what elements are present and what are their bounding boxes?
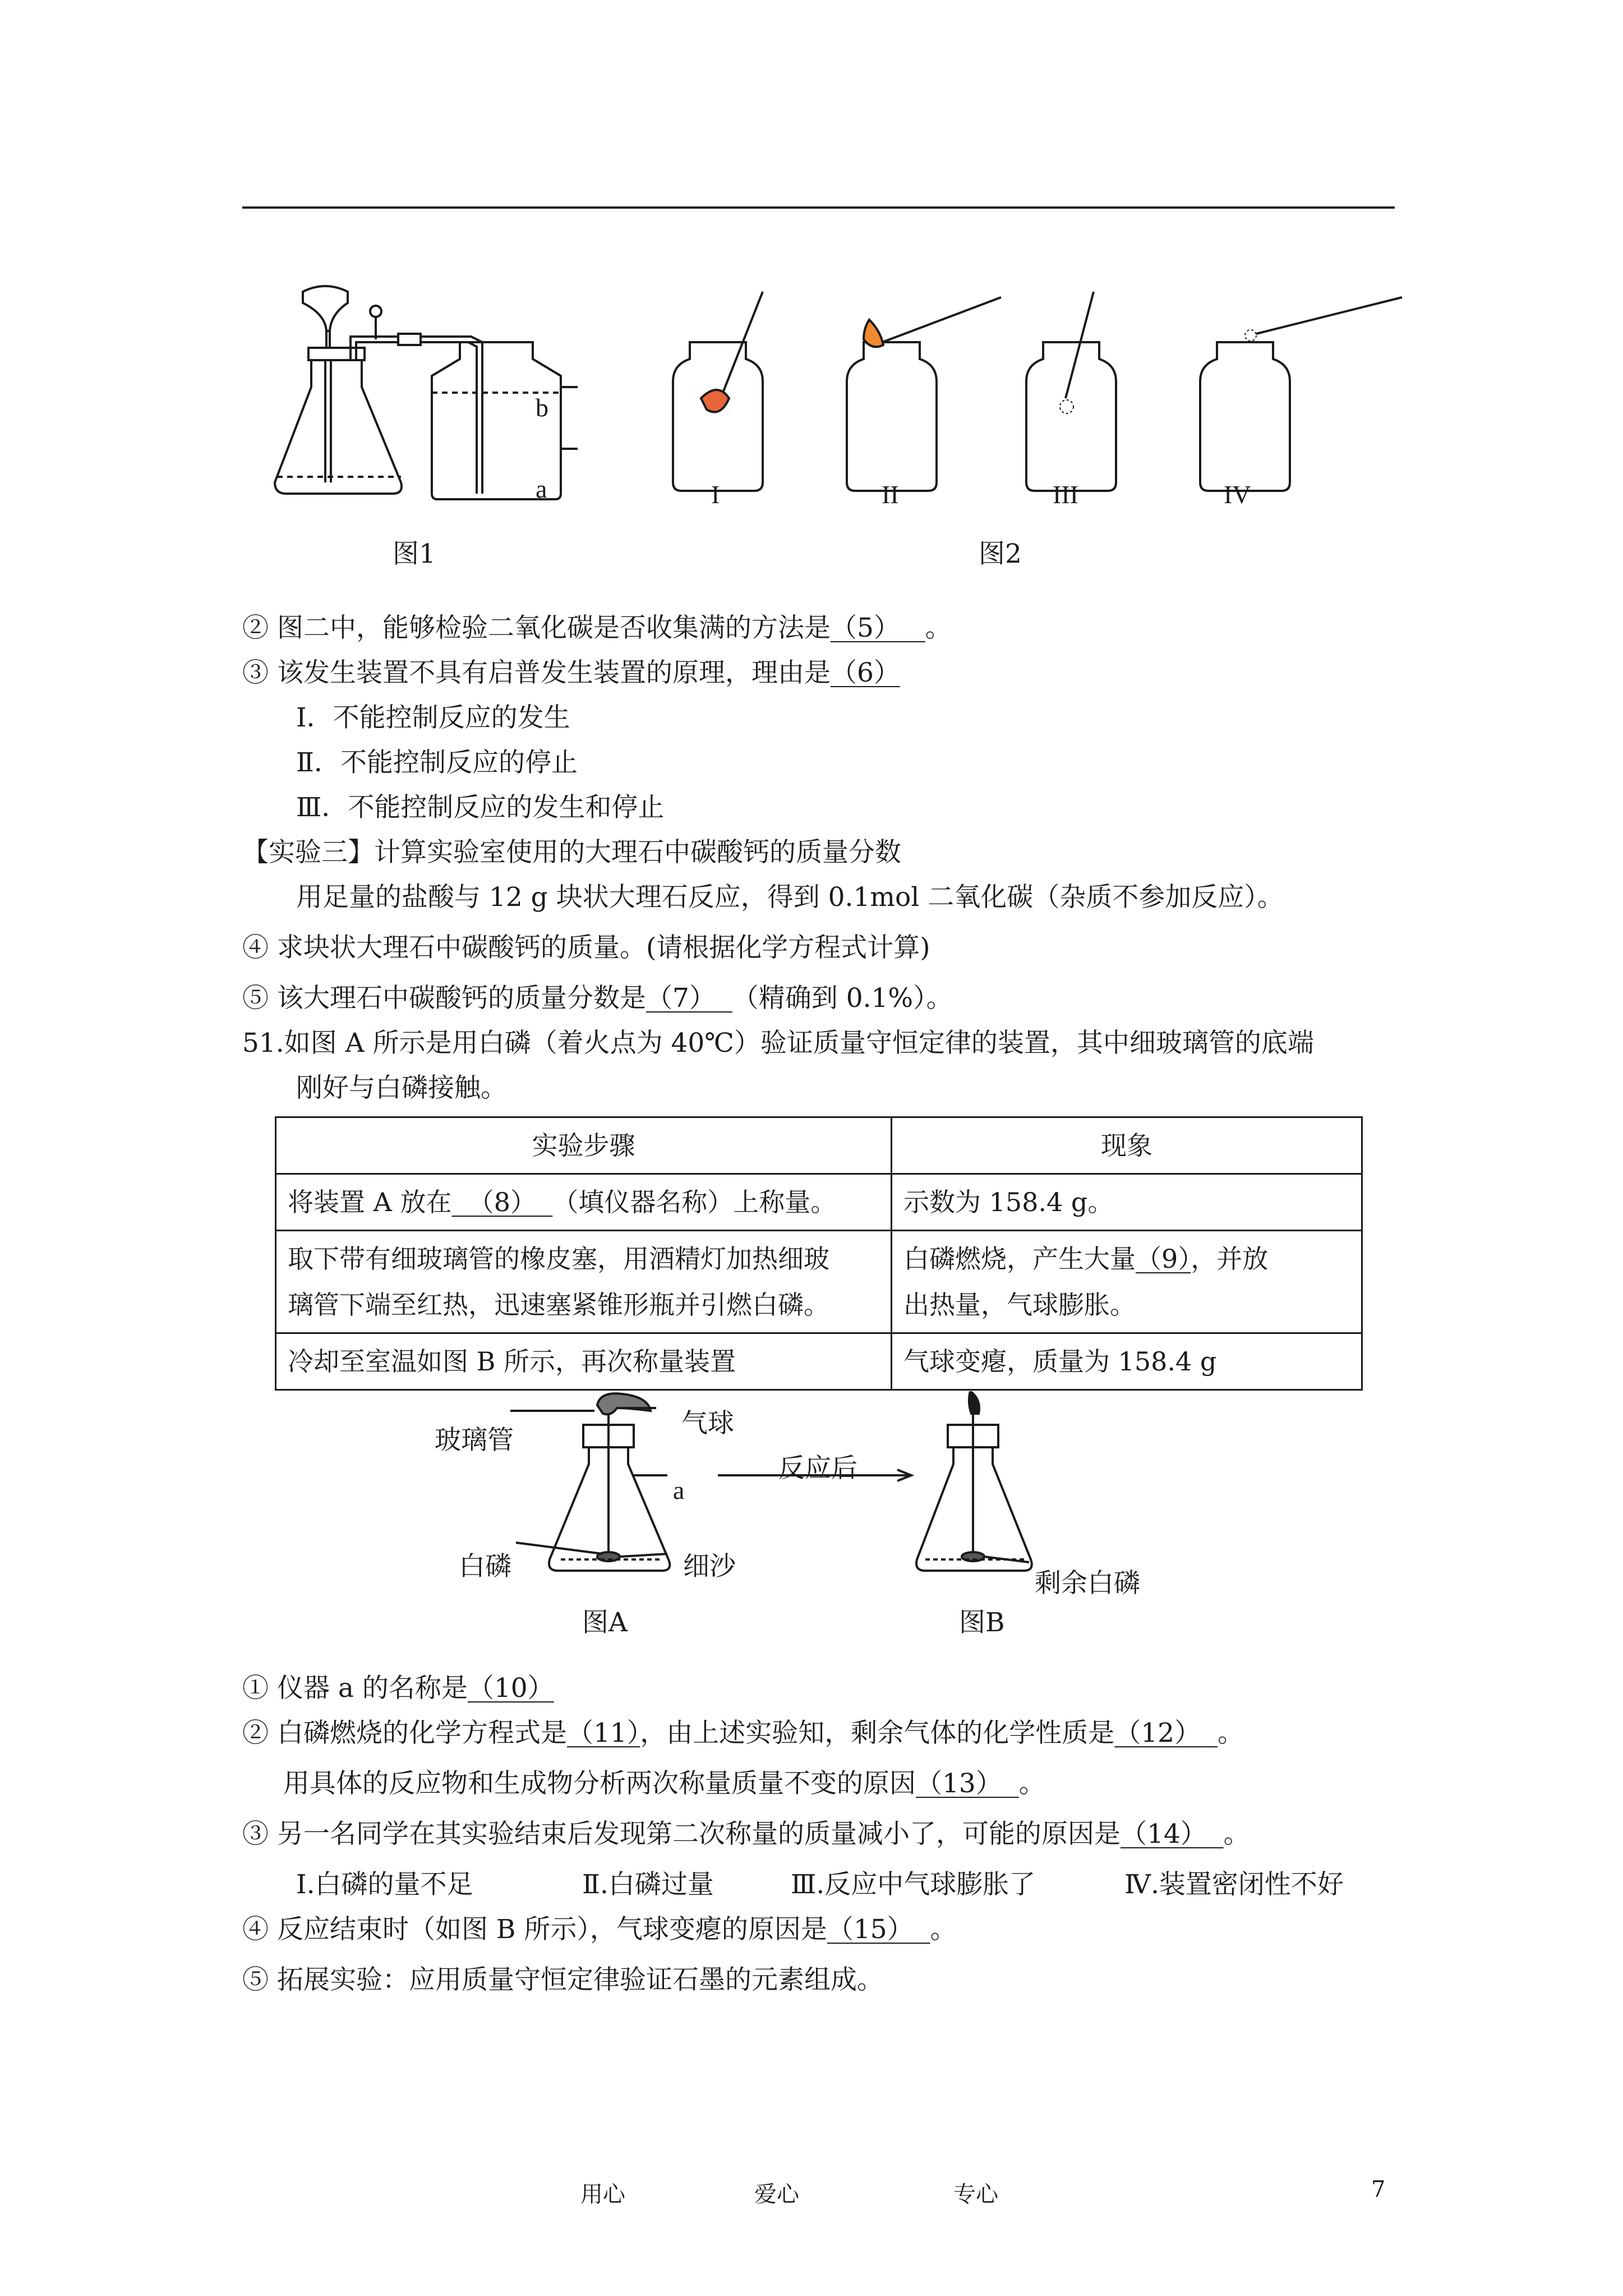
blank-13: （13）: [916, 1768, 1002, 1799]
table-row: [276, 1174, 1362, 1231]
figA-sand-label: 细沙: [683, 1551, 736, 1582]
table-cell-observation: 示数为 158.4 g。: [892, 1174, 1362, 1231]
qb-3: ③ 另一名同学在其实验结束后发现第二次称量的质量减小了，可能的原因是（14） 。: [242, 1819, 1250, 1849]
blank-6: （6）: [830, 657, 900, 688]
experiment-table: [275, 1116, 1363, 1391]
qb-2b: 用具体的反应物和生成物分析两次称量质量不变的原因（13） 。: [283, 1768, 1045, 1799]
figA-balloon-label: 气球: [681, 1408, 734, 1439]
figA-white-p-label: 白磷: [459, 1551, 511, 1582]
figA-a-label: a: [673, 1476, 685, 1504]
table-cell-step: 取下带有细玻璃管的橡皮塞，用酒精灯加热细玻 璃管下端至红热，迅速塞紧锥形瓶并引燃白磷。: [276, 1231, 892, 1333]
blank-15: （15）: [827, 1914, 914, 1945]
blank-5: （5）: [830, 613, 900, 643]
fig2-label-2: II: [882, 480, 899, 509]
exp3-q4: ④ 求块状大理石中碳酸钙的质量。(请根据化学方程式计算): [242, 932, 930, 963]
option-6-3: Ⅲ．不能控制反应的发生和停止: [296, 792, 665, 823]
question-2-line: ② 图二中，能够检验二氧化碳是否收集满的方法是（5） 。: [242, 613, 952, 643]
table-header-row: [276, 1117, 1362, 1174]
blank-8: （8）: [468, 1187, 536, 1217]
figB-caption: 图B: [959, 1607, 1005, 1638]
fig2-label-1: I: [711, 480, 720, 509]
footer-item-2: 爱心: [754, 2182, 799, 2207]
blank-12: （12）: [1114, 1718, 1201, 1749]
figA-after-label: 反应后: [778, 1453, 857, 1484]
fig2-caption: 图2: [979, 539, 1022, 569]
table-cell-step: 冷却至室温如图 B 所示，再次称量装置: [276, 1333, 892, 1390]
header-rule: [242, 206, 1395, 209]
table-header-observation: 现象: [892, 1117, 1362, 1174]
table-cell-observation: 白磷燃烧，产生大量（9），并放 出热量，气球膨胀。: [892, 1231, 1362, 1333]
q51-line1: 51.如图 A 所示是用白磷（着火点为 40℃）验证质量守恒定律的装置，其中细玻璃管的底端: [242, 1028, 1314, 1059]
fig1-label-a: a: [536, 475, 547, 503]
fig1-label-b: b: [536, 393, 548, 422]
figA-glass-tube-label: 玻璃管: [435, 1425, 514, 1456]
exp3-title: 【实验三】计算实验室使用的大理石中碳酸钙的质量分数: [242, 837, 901, 868]
figure-ab-apparatus: [426, 1391, 1099, 1616]
q51-line2: 刚好与白磷接触。: [296, 1073, 507, 1103]
qb-5: ⑤ 拓展实验：应用质量守恒定律验证石墨的元素组成。: [242, 1964, 883, 1995]
qb-3-option-2: Ⅱ.白磷过量: [582, 1869, 714, 1900]
exp3-desc: 用足量的盐酸与 12 g 块状大理石反应，得到 0.1mol 二氧化碳（杂质不参加反应）。: [296, 882, 1284, 913]
figA-caption: 图A: [582, 1607, 628, 1638]
footer-item-1: 用心: [580, 2182, 625, 2207]
blank-9: （9）: [1136, 1244, 1191, 1274]
question-3-line: ③ 该发生装置不具有启普发生装置的原理，理由是（6）: [242, 657, 900, 688]
qb-4: ④ 反应结束时（如图 B 所示），气球变瘪的原因是（15） 。: [242, 1914, 957, 1945]
table-cell-observation: 气球变瘪，质量为 158.4 g: [892, 1333, 1362, 1390]
page-number: 7: [1371, 2177, 1386, 2202]
qb-2: ② 白磷燃烧的化学方程式是（11），由上述实验知，剩余气体的化学性质是（12） 。: [242, 1718, 1244, 1749]
figure-1-apparatus: [264, 280, 578, 505]
fig2-label-3: III: [1053, 480, 1078, 509]
qb-3-option-3: Ⅲ.反应中气球膨胀了: [791, 1869, 1036, 1900]
figB-remaining-p-label: 剩余白磷: [1035, 1568, 1140, 1599]
blank-10: （10）: [467, 1673, 554, 1704]
table-cell-step: 将装置 A 放在 （8） （填仪器名称）上称量。: [276, 1174, 892, 1231]
figure-2-jars: [667, 286, 1419, 499]
blank-11: （11）: [566, 1718, 640, 1749]
blank-7: （7）: [645, 983, 716, 1014]
option-6-1: Ⅰ．不能控制反应的发生: [296, 702, 570, 733]
qb-3-option-4: Ⅳ.装置密闭性不好: [1124, 1869, 1344, 1900]
table-row: [276, 1231, 1362, 1333]
footer-item-3: 专心: [953, 2182, 998, 2207]
option-6-2: Ⅱ．不能控制反应的停止: [296, 747, 578, 778]
fig2-label-4: IV: [1224, 480, 1251, 509]
table-header-steps: 实验步骤: [276, 1117, 892, 1174]
blank-14: （14）: [1120, 1819, 1207, 1849]
fig1-caption: 图1: [393, 539, 436, 569]
qb-1: ① 仪器 a 的名称是（10）: [242, 1673, 554, 1704]
table-row: [276, 1333, 1362, 1390]
exp3-q5: ⑤ 该大理石中碳酸钙的质量分数是（7） （精确到 0.1%）。: [242, 983, 953, 1014]
qb-3-option-1: Ⅰ.白磷的量不足: [296, 1869, 473, 1900]
